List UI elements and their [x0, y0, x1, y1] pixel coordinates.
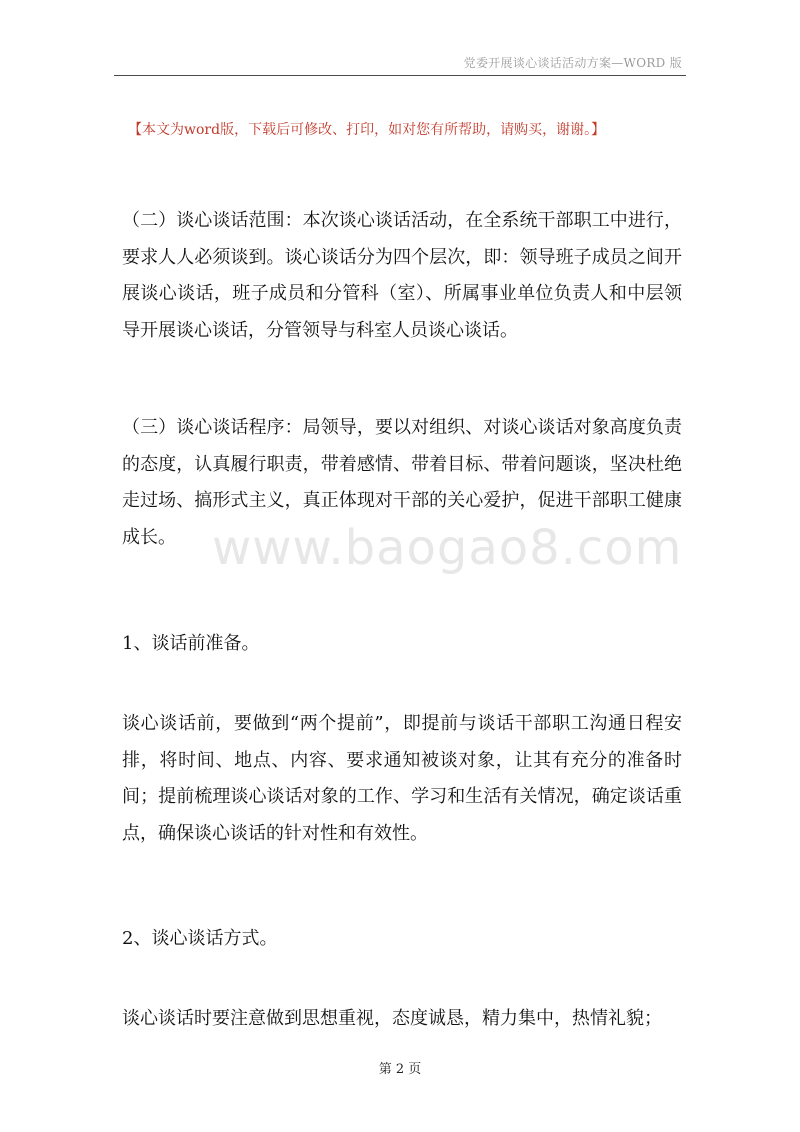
watermark: www.baogao8.com	[212, 520, 683, 576]
running-header: 党委开展谈心谈话活动方案—WORD 版	[463, 56, 682, 70]
paragraph-preparation: 谈心谈话前，要做到“两个提前”，即提前与谈话干部职工沟通日程安排，将时间、地点、内容、要求通知被谈对象，让其有充分的准备时间；提前梳理谈心谈话对象的工作、学习和生活有关情况，确定谈话重点，确保谈心谈话的针对性和有效性。	[122, 713, 682, 844]
paragraph-procedure: （三）谈心谈话程序：局领导，要以对组织、对谈心谈话对象高度负责的态度，认真履行职责，带着感情、带着目标、带着问题谈，坚决杜绝走过场、搞形式主义，真正体现对干部的关心爱护，促进干部职工健康成长。	[122, 417, 682, 548]
heading-method: 2、谈心谈话方式。	[122, 928, 278, 949]
header-divider	[114, 75, 686, 76]
paragraph-method: 谈心谈话时要注意做到思想重视，态度诚恳，精力集中，热情礼貌；	[122, 1008, 662, 1029]
page-number: 第 2 页	[378, 1062, 422, 1077]
purchase-notice: 【本文为word版，下载后可修改、打印，如对您有所帮助，请购买，谢谢。】	[128, 122, 606, 138]
heading-preparation: 1、谈话前准备。	[122, 633, 260, 654]
paragraph-scope: （二）谈心谈话范围：本次谈心谈话活动，在全系统干部职工中进行，要求人人必须谈到。谈心谈话分为四个层次，即：领导班子成员之间开展谈心谈话，班子成员和分管科（室）、所属事业单位负责人和中层领导开展谈心谈话，分管领导与科室人员谈心谈话。	[122, 210, 682, 341]
